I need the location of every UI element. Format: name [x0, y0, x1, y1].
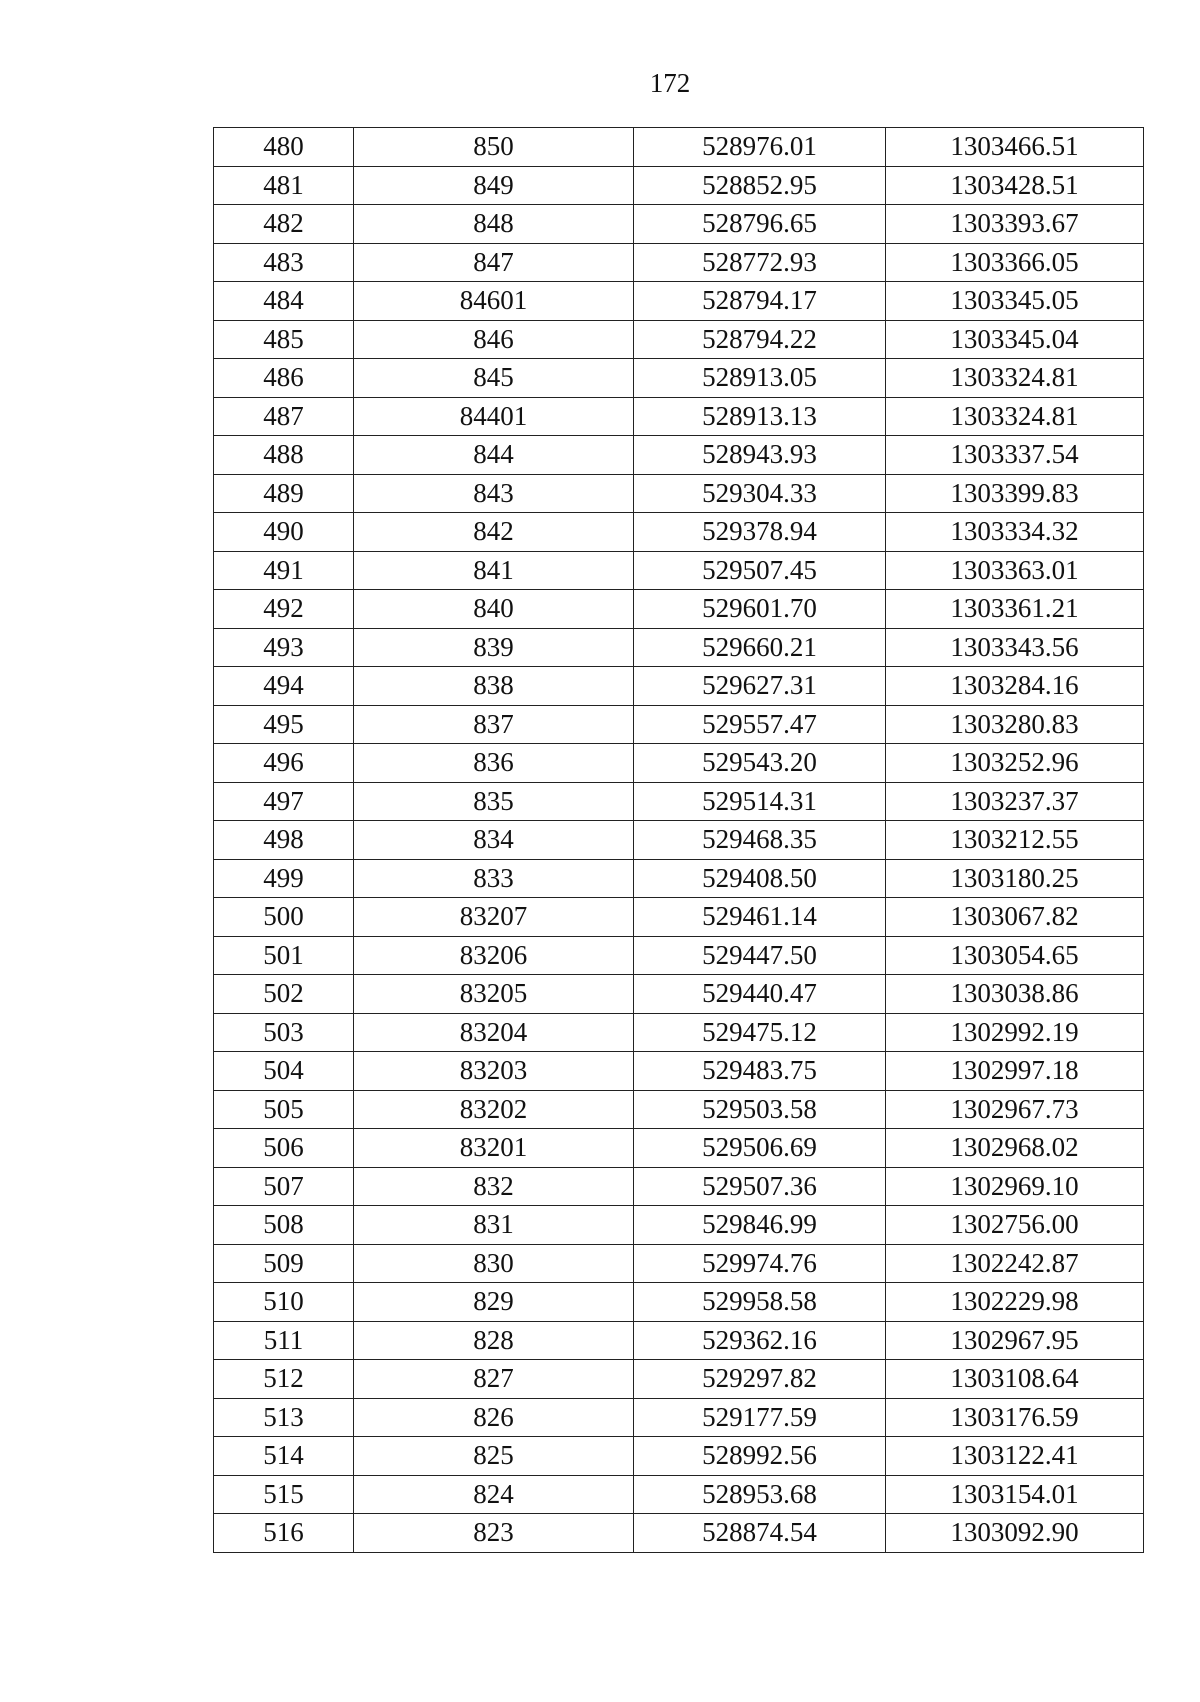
row-index-cell: 507 — [214, 1167, 354, 1206]
x-coordinate-cell: 529461.14 — [634, 898, 886, 937]
x-coordinate-cell: 528794.22 — [634, 320, 886, 359]
y-coordinate-cell: 1303180.25 — [886, 859, 1144, 898]
point-id-cell: 832 — [354, 1167, 634, 1206]
point-id-cell: 83206 — [354, 936, 634, 975]
x-coordinate-cell: 529601.70 — [634, 590, 886, 629]
point-id-cell: 828 — [354, 1321, 634, 1360]
point-id-cell: 836 — [354, 744, 634, 783]
x-coordinate-cell: 529507.45 — [634, 551, 886, 590]
x-coordinate-cell: 529507.36 — [634, 1167, 886, 1206]
y-coordinate-cell: 1302997.18 — [886, 1052, 1144, 1091]
row-index-cell: 501 — [214, 936, 354, 975]
point-id-cell: 84601 — [354, 282, 634, 321]
y-coordinate-cell: 1303334.32 — [886, 513, 1144, 552]
x-coordinate-cell: 529514.31 — [634, 782, 886, 821]
table-row — [214, 551, 1144, 590]
y-coordinate-cell: 1302967.73 — [886, 1090, 1144, 1129]
y-coordinate-cell: 1303252.96 — [886, 744, 1144, 783]
x-coordinate-cell: 528913.13 — [634, 397, 886, 436]
y-coordinate-cell: 1303176.59 — [886, 1398, 1144, 1437]
point-id-cell: 842 — [354, 513, 634, 552]
table-row — [214, 1321, 1144, 1360]
x-coordinate-cell: 528992.56 — [634, 1437, 886, 1476]
y-coordinate-cell: 1303366.05 — [886, 243, 1144, 282]
y-coordinate-cell: 1303038.86 — [886, 975, 1144, 1014]
row-index-cell: 483 — [214, 243, 354, 282]
row-index-cell: 514 — [214, 1437, 354, 1476]
y-coordinate-cell: 1303067.82 — [886, 898, 1144, 937]
table-row — [214, 1437, 1144, 1476]
point-id-cell: 823 — [354, 1514, 634, 1553]
table-row — [214, 1206, 1144, 1245]
point-id-cell: 834 — [354, 821, 634, 860]
y-coordinate-cell: 1303466.51 — [886, 128, 1144, 167]
y-coordinate-cell: 1302967.95 — [886, 1321, 1144, 1360]
point-id-cell: 833 — [354, 859, 634, 898]
x-coordinate-cell: 528874.54 — [634, 1514, 886, 1553]
x-coordinate-cell: 528913.05 — [634, 359, 886, 398]
y-coordinate-cell: 1302968.02 — [886, 1129, 1144, 1168]
x-coordinate-cell: 528943.93 — [634, 436, 886, 475]
row-index-cell: 488 — [214, 436, 354, 475]
point-id-cell: 83204 — [354, 1013, 634, 1052]
table-row — [214, 1475, 1144, 1514]
table-body — [214, 128, 1144, 1553]
x-coordinate-cell: 529304.33 — [634, 474, 886, 513]
table-row — [214, 821, 1144, 860]
x-coordinate-cell: 528794.17 — [634, 282, 886, 321]
y-coordinate-cell: 1303393.67 — [886, 205, 1144, 244]
y-coordinate-cell: 1303343.56 — [886, 628, 1144, 667]
x-coordinate-cell: 528852.95 — [634, 166, 886, 205]
row-index-cell: 505 — [214, 1090, 354, 1129]
y-coordinate-cell: 1303428.51 — [886, 166, 1144, 205]
point-id-cell: 849 — [354, 166, 634, 205]
table-row — [214, 898, 1144, 937]
row-index-cell: 491 — [214, 551, 354, 590]
point-id-cell: 848 — [354, 205, 634, 244]
y-coordinate-cell: 1302229.98 — [886, 1283, 1144, 1322]
table-row — [214, 975, 1144, 1014]
x-coordinate-cell: 529475.12 — [634, 1013, 886, 1052]
row-index-cell: 509 — [214, 1244, 354, 1283]
row-index-cell: 484 — [214, 282, 354, 321]
x-coordinate-cell: 529503.58 — [634, 1090, 886, 1129]
row-index-cell: 490 — [214, 513, 354, 552]
table-row — [214, 166, 1144, 205]
row-index-cell: 492 — [214, 590, 354, 629]
row-index-cell: 481 — [214, 166, 354, 205]
point-id-cell: 824 — [354, 1475, 634, 1514]
table-row — [214, 436, 1144, 475]
table-row — [214, 1090, 1144, 1129]
y-coordinate-cell: 1303337.54 — [886, 436, 1144, 475]
table-row — [214, 744, 1144, 783]
y-coordinate-cell: 1302756.00 — [886, 1206, 1144, 1245]
row-index-cell: 482 — [214, 205, 354, 244]
x-coordinate-cell: 529627.31 — [634, 667, 886, 706]
point-id-cell: 844 — [354, 436, 634, 475]
row-index-cell: 493 — [214, 628, 354, 667]
y-coordinate-cell: 1303324.81 — [886, 397, 1144, 436]
row-index-cell: 498 — [214, 821, 354, 860]
y-coordinate-cell: 1302242.87 — [886, 1244, 1144, 1283]
point-id-cell: 841 — [354, 551, 634, 590]
y-coordinate-cell: 1303345.04 — [886, 320, 1144, 359]
x-coordinate-cell: 529408.50 — [634, 859, 886, 898]
point-id-cell: 83201 — [354, 1129, 634, 1168]
table-row — [214, 1244, 1144, 1283]
x-coordinate-cell: 529506.69 — [634, 1129, 886, 1168]
point-id-cell: 84401 — [354, 397, 634, 436]
table-row — [214, 282, 1144, 321]
y-coordinate-cell: 1303280.83 — [886, 705, 1144, 744]
point-id-cell: 846 — [354, 320, 634, 359]
table-row — [214, 1129, 1144, 1168]
point-id-cell: 83207 — [354, 898, 634, 937]
x-coordinate-cell: 528772.93 — [634, 243, 886, 282]
x-coordinate-cell: 528796.65 — [634, 205, 886, 244]
row-index-cell: 496 — [214, 744, 354, 783]
x-coordinate-cell: 529362.16 — [634, 1321, 886, 1360]
row-index-cell: 503 — [214, 1013, 354, 1052]
row-index-cell: 513 — [214, 1398, 354, 1437]
row-index-cell: 502 — [214, 975, 354, 1014]
x-coordinate-cell: 529557.47 — [634, 705, 886, 744]
y-coordinate-cell: 1303324.81 — [886, 359, 1144, 398]
row-index-cell: 489 — [214, 474, 354, 513]
y-coordinate-cell: 1303363.01 — [886, 551, 1144, 590]
x-coordinate-cell: 529974.76 — [634, 1244, 886, 1283]
point-id-cell: 827 — [354, 1360, 634, 1399]
y-coordinate-cell: 1303122.41 — [886, 1437, 1144, 1476]
y-coordinate-cell: 1303361.21 — [886, 590, 1144, 629]
table-row — [214, 205, 1144, 244]
x-coordinate-cell: 529378.94 — [634, 513, 886, 552]
point-id-cell: 840 — [354, 590, 634, 629]
point-id-cell: 838 — [354, 667, 634, 706]
row-index-cell: 487 — [214, 397, 354, 436]
point-id-cell: 826 — [354, 1398, 634, 1437]
point-id-cell: 825 — [354, 1437, 634, 1476]
table-row — [214, 513, 1144, 552]
table-row — [214, 1398, 1144, 1437]
row-index-cell: 508 — [214, 1206, 354, 1245]
row-index-cell: 515 — [214, 1475, 354, 1514]
row-index-cell: 486 — [214, 359, 354, 398]
x-coordinate-cell: 529297.82 — [634, 1360, 886, 1399]
table-row — [214, 1360, 1144, 1399]
x-coordinate-cell: 529447.50 — [634, 936, 886, 975]
point-id-cell: 837 — [354, 705, 634, 744]
y-coordinate-cell: 1303108.64 — [886, 1360, 1144, 1399]
row-index-cell: 499 — [214, 859, 354, 898]
table-row — [214, 128, 1144, 167]
point-id-cell: 831 — [354, 1206, 634, 1245]
table-row — [214, 243, 1144, 282]
x-coordinate-cell: 529543.20 — [634, 744, 886, 783]
point-id-cell: 83202 — [354, 1090, 634, 1129]
y-coordinate-cell: 1302992.19 — [886, 1013, 1144, 1052]
table-row — [214, 474, 1144, 513]
point-id-cell: 845 — [354, 359, 634, 398]
point-id-cell: 839 — [354, 628, 634, 667]
x-coordinate-cell: 528953.68 — [634, 1475, 886, 1514]
x-coordinate-cell: 529846.99 — [634, 1206, 886, 1245]
table-row — [214, 1514, 1144, 1553]
y-coordinate-cell: 1303154.01 — [886, 1475, 1144, 1514]
table-row — [214, 1283, 1144, 1322]
y-coordinate-cell: 1303345.05 — [886, 282, 1144, 321]
row-index-cell: 511 — [214, 1321, 354, 1360]
row-index-cell: 506 — [214, 1129, 354, 1168]
x-coordinate-cell: 529440.47 — [634, 975, 886, 1014]
x-coordinate-cell: 529958.58 — [634, 1283, 886, 1322]
table-row — [214, 936, 1144, 975]
x-coordinate-cell: 529468.35 — [634, 821, 886, 860]
x-coordinate-cell: 529177.59 — [634, 1398, 886, 1437]
point-id-cell: 83203 — [354, 1052, 634, 1091]
x-coordinate-cell: 528976.01 — [634, 128, 886, 167]
point-id-cell: 835 — [354, 782, 634, 821]
y-coordinate-cell: 1302969.10 — [886, 1167, 1144, 1206]
y-coordinate-cell: 1303399.83 — [886, 474, 1144, 513]
table-row — [214, 397, 1144, 436]
table-row — [214, 1167, 1144, 1206]
point-id-cell: 829 — [354, 1283, 634, 1322]
point-id-cell: 850 — [354, 128, 634, 167]
table-row — [214, 359, 1144, 398]
row-index-cell: 480 — [214, 128, 354, 167]
table-row — [214, 590, 1144, 629]
page-number: 172 — [649, 68, 691, 98]
x-coordinate-cell: 529660.21 — [634, 628, 886, 667]
row-index-cell: 500 — [214, 898, 354, 937]
y-coordinate-cell: 1303212.55 — [886, 821, 1144, 860]
table-row — [214, 1013, 1144, 1052]
point-id-cell: 83205 — [354, 975, 634, 1014]
point-id-cell: 843 — [354, 474, 634, 513]
y-coordinate-cell: 1303054.65 — [886, 936, 1144, 975]
point-id-cell: 847 — [354, 243, 634, 282]
table-row — [214, 320, 1144, 359]
row-index-cell: 504 — [214, 1052, 354, 1091]
row-index-cell: 512 — [214, 1360, 354, 1399]
y-coordinate-cell: 1303284.16 — [886, 667, 1144, 706]
row-index-cell: 516 — [214, 1514, 354, 1553]
row-index-cell: 510 — [214, 1283, 354, 1322]
table-row — [214, 667, 1144, 706]
row-index-cell: 485 — [214, 320, 354, 359]
coordinates-table — [213, 127, 1144, 1553]
table-row — [214, 782, 1144, 821]
row-index-cell: 497 — [214, 782, 354, 821]
table-row — [214, 1052, 1144, 1091]
table-row — [214, 705, 1144, 744]
x-coordinate-cell: 529483.75 — [634, 1052, 886, 1091]
y-coordinate-cell: 1303092.90 — [886, 1514, 1144, 1553]
row-index-cell: 494 — [214, 667, 354, 706]
y-coordinate-cell: 1303237.37 — [886, 782, 1144, 821]
point-id-cell: 830 — [354, 1244, 634, 1283]
table-row — [214, 859, 1144, 898]
table-row — [214, 628, 1144, 667]
row-index-cell: 495 — [214, 705, 354, 744]
